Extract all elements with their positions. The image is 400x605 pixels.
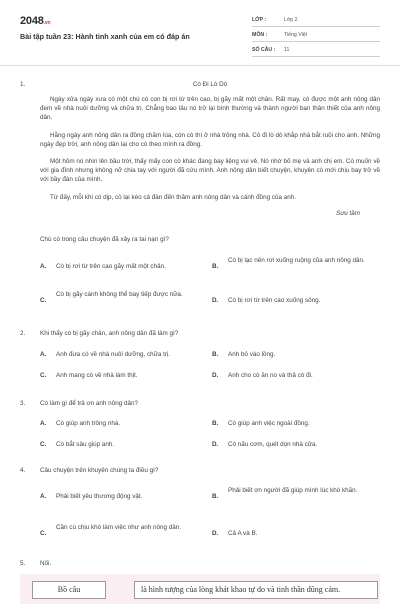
option-letter: C. [40,297,47,304]
header [0,0,400,66]
option-letter: D. [212,530,219,537]
meta-label: MÔN : [252,32,268,38]
option-letter: B. [212,493,219,500]
option-letter: B. [212,351,219,358]
option-letter: A. [40,420,47,427]
question-5 [20,559,382,605]
option-letter: D. [212,441,219,448]
meta-label: SỐ CÂU : [252,47,276,53]
option-text: Cò giúp anh trông nhà. [56,420,121,427]
option-text: Cò bị lạc nên rơi xuống ruộng của anh nông dân. [228,257,365,264]
option-letter: C. [40,530,47,537]
match-left-item[interactable]: Bồ câu [32,581,106,599]
question-number: 2. [20,330,26,337]
meta-value: Tiếng Việt [284,32,308,38]
logo-tld: .vn [43,20,51,26]
option-letter: A. [40,351,47,358]
option-letter: A. [40,263,47,270]
story-paragraph: Ngày xửa ngày xưa có một chú cò con bị rơi từ trên cao, bị gãy mất một chân. Rất may, cò được một anh nông dân đem về nhà nuôi dưỡng và chữa trị. Chẳng bao lâu nó trở lại bình thường và thành người bạn thân thiết của anh nông dân. [40,96,380,122]
option-text: Anh cho cò ăn no và thả cò đi. [228,372,313,379]
question-number: 3. [20,400,26,407]
question-text: Nối. [40,560,52,567]
story-title: Cò Đi Lò Dò [192,81,228,88]
meta-value: Lớp 2 [284,17,298,23]
option-text: Anh mang cò về nhà làm thịt. [56,372,138,379]
option-text: Anh đưa cò về nhà nuôi dưỡng, chữa trị. [56,351,171,358]
question-text: Khi thấy cò bị gãy chân, anh nông dân đã làm gì? [40,330,179,337]
option-text: Cần cù chịu khó làm việc như anh nông dân. [56,524,181,531]
option-text: Phải biết ơn người đã giúp mình lúc khó khăn. [228,487,358,494]
meta-grade [252,14,380,27]
option-letter: C. [40,441,47,448]
question-3 [20,399,382,411]
option-text: Cò bị gãy cánh không thể bay tiếp được nữa. [56,291,183,298]
question-number: 1. [20,81,26,88]
option-letter: D. [212,297,219,304]
option-letter: B. [212,420,219,427]
question-text: Cò làm gì để trả ơn anh nông dân? [40,400,138,407]
question-number: 4. [20,467,26,474]
option-letter: C. [40,372,47,379]
site-logo[interactable] [20,14,50,30]
question-2 [20,329,382,341]
question-1 [20,80,382,280]
option-text: Anh bỏ vào lồng. [228,351,276,358]
option-text: Cò nấu cơm, quét dọn nhà cửa. [228,441,318,448]
option-text: Cò bắt sâu giúp anh. [56,441,115,448]
meta-value: 11 [284,47,290,53]
question-text: Chú cò trong câu chuyện đã xảy ra tai nạn gì? [40,236,169,243]
option-text: Cả A và B. [228,530,258,537]
question-text: Câu chuyện trên khuyên chúng ta điều gì? [40,467,159,474]
option-text: Cò giúp anh việc ngoài đồng. [228,420,310,427]
story-paragraph: Từ đấy, mỗi khi có dịp, cò lại kéo cả đàn đến thăm anh nông dân và cánh đồng của anh. [50,194,296,201]
option-letter: A. [40,493,47,500]
option-text: Cò bị rơi từ trên cao gãy mất một chân. [56,263,166,270]
question-4 [20,466,382,478]
story-paragraph: Hằng ngày anh nông dân ra đồng chăm lúa, còn cò thì ở nhà trông nhà. Cò đi lò dò khắp nhà bắt ruồi cho anh. Những ngày đẹp trời, anh nông dân lại cho cò theo mình ra đồng. [40,132,380,149]
meta-count [252,44,380,57]
match-right-item[interactable]: là hình tượng của lòng khát khao tự do và tinh thần dũng cảm. [134,581,378,599]
meta-subject [252,29,380,42]
option-letter: B. [212,263,219,270]
story-source: Sưu tầm [336,210,360,217]
question-number: 5. [20,560,26,567]
option-text: Phải biết yêu thương động vật. [56,493,143,500]
logo-main: 2048 [20,15,44,27]
option-text: Cò bị rơi từ trên cao xuống sông. [228,297,321,304]
story-paragraph: Một hôm nó nhìn lên bầu trời, thấy mấy con cò khác đang bay liệng vui vẻ. Nó nhớ bố mẹ và anh chị em. Cò muốn về với gia đình nhưng không nỡ chia tay với người đã cứu mình. Anh nông dân biết chuyện, khuyên cò mới chịu bay trở về với bầy đàn của mình. [40,158,380,184]
meta-label: LỚP : [252,17,267,23]
option-letter: D. [212,372,219,379]
page-title: Bài tập tuần 23: Hành tinh xanh của em có đáp án [20,32,190,41]
